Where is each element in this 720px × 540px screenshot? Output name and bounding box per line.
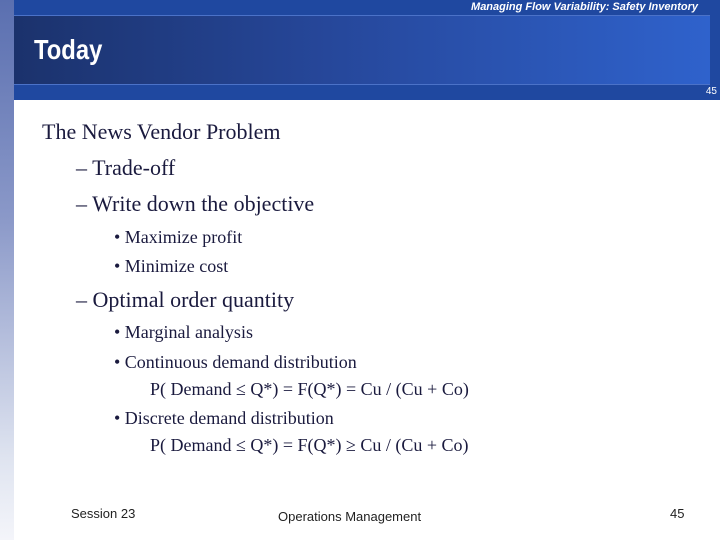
sub-marginal-analysis: • Marginal analysis [114,322,253,342]
footer-course: Operations Management [278,509,422,524]
formula-continuous: P( Demand ≤ Q*) = F(Q*) = Cu / (Cu + Co) [150,379,469,399]
title-band-edge [710,15,720,85]
header-slide-number: 45 [705,86,717,97]
title-box [14,15,710,85]
sub-minimize-cost: • Minimize cost [114,256,229,276]
footer-page-number: 45 [670,506,685,521]
heading: The News Vendor Problem [42,119,281,144]
formula-discrete: P( Demand ≤ Q*) = F(Q*) ≥ Cu / (Cu + Co) [150,435,469,455]
header-subtitle: Managing Flow Variability: Safety Inventory [471,1,698,13]
slide-title: Today [34,34,103,65]
item-objective: – Write down the objective [76,191,315,216]
sub-continuous: • Continuous demand distribution [114,352,357,372]
left-decor-strip [0,0,14,540]
footer-session: Session 23 [71,506,136,521]
sub-maximize-profit: • Maximize profit [114,227,243,247]
item-optimal-quantity: – Optimal order quantity [76,287,295,312]
lower-band [14,85,720,100]
item-tradeoff: – Trade-off [76,155,176,180]
top-band [14,0,720,15]
sub-discrete: • Discrete demand distribution [114,408,334,428]
